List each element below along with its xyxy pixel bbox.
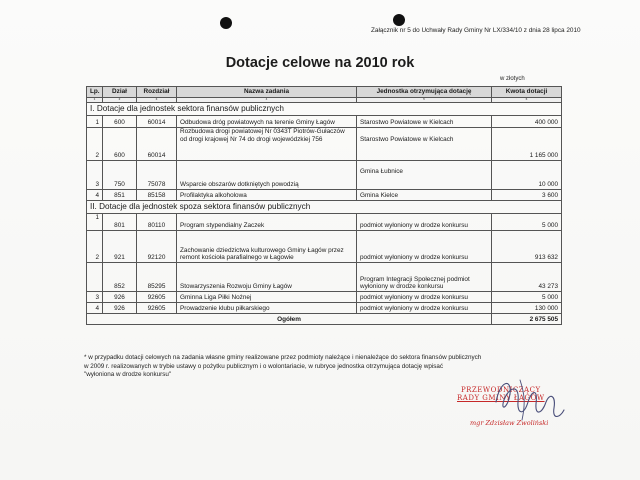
column-number: 4 bbox=[177, 98, 357, 103]
attachment-note: Załącznik nr 5 do Uchwały Rady Gminy Nr LX/334/10 z dnia 28 lipca 2010 bbox=[371, 27, 581, 34]
cell-dzial: 926 bbox=[103, 292, 137, 303]
cell-rozdzial: 85295 bbox=[137, 263, 177, 292]
cell-nazwa: Gminna Liga Piłki Nożnej bbox=[177, 292, 357, 303]
section-heading: I. Dotacje dla jednostek sektora finansów publicznych bbox=[87, 103, 562, 116]
cell-kwota: 400 000 bbox=[492, 116, 562, 128]
cell-jednostka: podmiot wyłoniony w drodze konkursu bbox=[357, 292, 492, 303]
footnote-line: "wyłoniona w drodze konkursu" bbox=[84, 371, 172, 379]
cell-lp bbox=[87, 263, 103, 292]
cell-lp: 4 bbox=[87, 303, 103, 314]
cell-rozdzial: 80110 bbox=[137, 214, 177, 231]
cell-jednostka: podmiot wyłoniony w drodze konkursu bbox=[357, 231, 492, 263]
punch-hole-left bbox=[220, 17, 232, 29]
cell-lp: 3 bbox=[87, 292, 103, 303]
column-number: 3 bbox=[137, 98, 177, 103]
cell-nazwa: Wsparcie obszarów dotkniętych powodzią bbox=[177, 161, 357, 190]
table-row bbox=[87, 128, 562, 161]
cell-nazwa: Odbudowa dróg powiatowych na terenie Gminy Łagów bbox=[177, 116, 357, 128]
column-number: 1 bbox=[87, 98, 103, 103]
cell-nazwa: Rozbudowa drogi powiatowej Nr 0343T Piotrów-Gułaczów od drogi krajowej Nr 74 do drogi wojewódzkiej 756 bbox=[177, 128, 357, 161]
total-value: 2 675 505 bbox=[492, 314, 562, 325]
cell-kwota: 43 273 bbox=[492, 263, 562, 292]
cell-nazwa: Prowadzenie klubu piłkarskiego bbox=[177, 303, 357, 314]
stamp-line: PRZEWODNICZĄCY bbox=[460, 386, 541, 394]
cell-jednostka: podmiot wyłoniony w drodze konkursu bbox=[357, 303, 492, 314]
cell-dzial: 852 bbox=[103, 263, 137, 292]
table-header-row bbox=[87, 87, 562, 98]
total-label: Ogółem bbox=[87, 314, 492, 325]
cell-kwota: 130 000 bbox=[492, 303, 562, 314]
unit-label: w złotych bbox=[500, 76, 525, 82]
cell-rozdzial: 85158 bbox=[137, 190, 177, 201]
stamp-line: RADY GMINY ŁAGÓW bbox=[457, 394, 545, 402]
cell-rozdzial: 60014 bbox=[137, 128, 177, 161]
cell-dzial: 750 bbox=[103, 161, 137, 190]
total-row bbox=[87, 314, 562, 325]
handwritten-signature bbox=[490, 372, 570, 427]
table-row bbox=[87, 161, 562, 190]
cell-nazwa: Program stypendialny Zaczek bbox=[177, 214, 357, 231]
cell-lp: 4 bbox=[87, 190, 103, 201]
column-number: 5 bbox=[357, 98, 492, 103]
column-header: Dział bbox=[103, 87, 137, 98]
table-row bbox=[87, 292, 562, 303]
cell-jednostka: Gmina Kielce bbox=[357, 190, 492, 201]
document-title: Dotacje celowe na 2010 rok bbox=[225, 55, 415, 71]
cell-rozdzial: 92605 bbox=[137, 292, 177, 303]
cell-lp: 2 bbox=[87, 128, 103, 161]
cell-jednostka: Starostwo Powiatowe w Kielcach bbox=[357, 116, 492, 128]
cell-lp: 2 bbox=[87, 231, 103, 263]
cell-rozdzial: 60014 bbox=[137, 116, 177, 128]
cell-lp: 1 bbox=[87, 116, 103, 128]
cell-dzial: 851 bbox=[103, 190, 137, 201]
column-header: Lp. bbox=[87, 87, 103, 98]
column-header: Jednostka otrzymująca dotację bbox=[357, 87, 492, 98]
footnote-line: w 2009 r. realizowanych w trybie ustawy o pożytku publicznym i o wolontariacie, w rubryce jednostka otrzymująca dotację wpisać bbox=[84, 362, 444, 370]
footnote-line: * w przypadku dotacji celowych na zadania własne gminy realizowane przez podmioty należące i nienależące do sektora finansów publicznych bbox=[84, 354, 482, 361]
cell-dzial: 600 bbox=[103, 116, 137, 128]
signer-name: mgr Zdzisław Zwoliński bbox=[470, 419, 549, 427]
table-row bbox=[87, 231, 562, 263]
cell-kwota: 913 632 bbox=[492, 231, 562, 263]
cell-jednostka: Gmina Łubnice bbox=[357, 161, 492, 190]
cell-nazwa: Zachowanie dziedzictwa kulturowego Gminy Łagów przez remont kościoła parafialnego w Łagowie bbox=[177, 231, 357, 263]
cell-jednostka: Starostwo Powiatowe w Kielcach bbox=[357, 128, 492, 161]
cell-nazwa: Profilaktyka alkoholowa bbox=[177, 190, 357, 201]
section-row bbox=[87, 103, 562, 116]
cell-kwota: 10 000 bbox=[492, 161, 562, 190]
table-row bbox=[87, 116, 562, 128]
cell-lp: 3 bbox=[87, 161, 103, 190]
cell-kwota: 3 600 bbox=[492, 190, 562, 201]
cell-nazwa: Stowarzyszenia Rozwoju Gminy Łagów bbox=[177, 263, 357, 292]
section-heading: II. Dotacje dla jednostek spoza sektora finansów publicznych bbox=[87, 201, 562, 214]
section-row bbox=[87, 201, 562, 214]
cell-dzial: 926 bbox=[103, 303, 137, 314]
column-number: 2 bbox=[103, 98, 137, 103]
column-header: Kwota dotacji bbox=[492, 87, 562, 98]
cell-kwota: 5 000 bbox=[492, 292, 562, 303]
table-row bbox=[87, 190, 562, 201]
cell-rozdzial: 92605 bbox=[137, 303, 177, 314]
cell-jednostka: podmiot wyłoniony w drodze konkursu bbox=[357, 214, 492, 231]
cell-rozdzial: 92120 bbox=[137, 231, 177, 263]
table-row bbox=[87, 214, 562, 231]
cell-rozdzial: 75078 bbox=[137, 161, 177, 190]
cell-jednostka: Program Integracji Społecznej podmiot wyłoniony w drodze konkursu bbox=[357, 263, 492, 292]
column-number: 6 bbox=[492, 98, 562, 103]
cell-dzial: 921 bbox=[103, 231, 137, 263]
cell-kwota: 5 000 bbox=[492, 214, 562, 231]
cell-dzial: 600 bbox=[103, 128, 137, 161]
cell-dzial: 801 bbox=[103, 214, 137, 231]
cell-kwota: 1 165 000 bbox=[492, 128, 562, 161]
table-row bbox=[87, 263, 562, 292]
punch-hole-right bbox=[393, 14, 405, 26]
table-row bbox=[87, 303, 562, 314]
subsidies-table bbox=[86, 86, 562, 325]
column-header: Nazwa zadania bbox=[177, 87, 357, 98]
column-header: Rozdział bbox=[137, 87, 177, 98]
cell-lp: 1 bbox=[87, 214, 103, 231]
